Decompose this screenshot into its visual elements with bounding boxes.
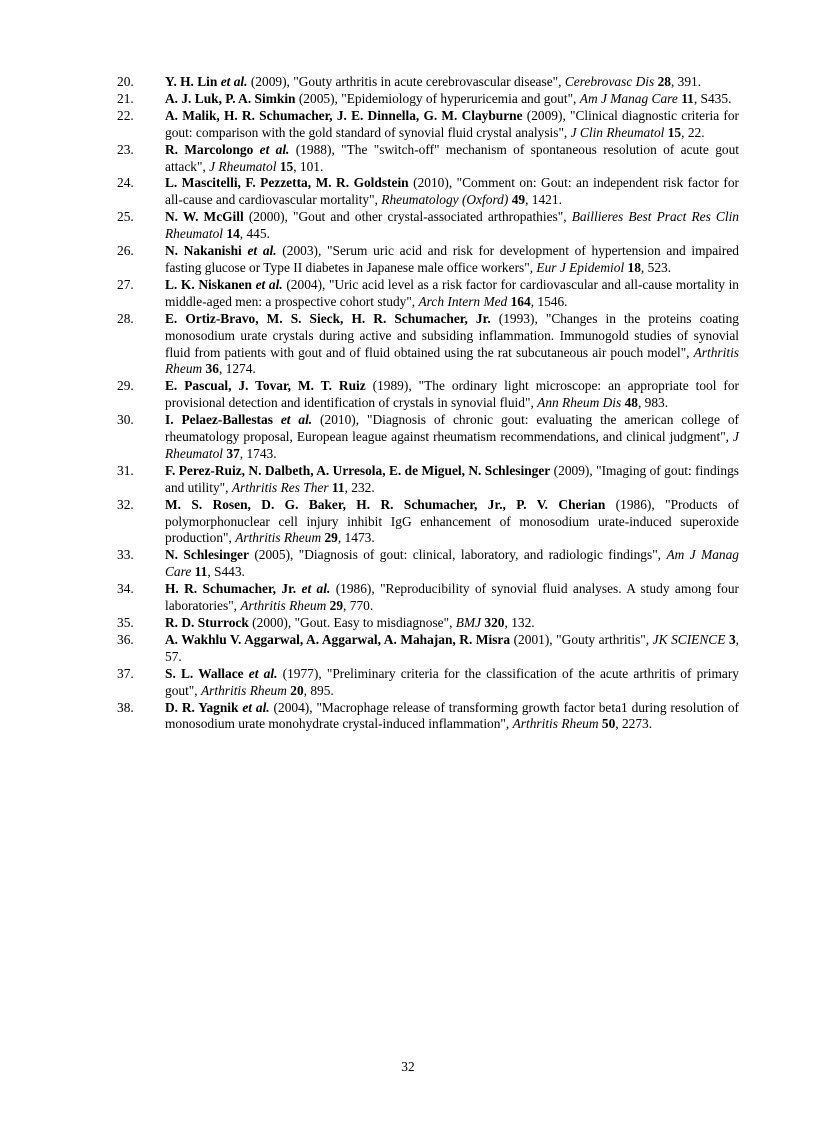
reference-journal: JK SCIENCE bbox=[652, 631, 726, 647]
reference-authors: I. Pelaez-Ballestas bbox=[165, 412, 273, 428]
reference-item bbox=[117, 632, 739, 666]
reference-pages: , S443. bbox=[207, 564, 245, 580]
reference-pages: , 1274. bbox=[218, 361, 256, 377]
reference-number: 20. bbox=[117, 74, 134, 89]
reference-pages: , 1473. bbox=[337, 530, 375, 546]
reference-journal: J Rheumatol bbox=[209, 158, 277, 174]
reference-volume: 11 bbox=[681, 90, 694, 106]
et-al-wrapper bbox=[247, 243, 276, 258]
reference-authors: A. Wakhlu V. Aggarwal, A. Aggarwal, A. Mahajan, R. Misra bbox=[165, 631, 511, 647]
reference-et-al: et al. bbox=[220, 74, 248, 89]
reference-number: 23. bbox=[117, 141, 134, 157]
reference-pages: , S435. bbox=[693, 90, 732, 106]
reference-journal: Arthritis Rheum bbox=[512, 716, 599, 732]
reference-year-title: (2009), "Clinical diagnostic criteria for gout: comparison with the gold standard of synovial fluid crystal analysis", bbox=[165, 107, 739, 140]
et-al-wrapper bbox=[260, 142, 290, 157]
reference-authors: R. D. Sturrock bbox=[165, 615, 249, 630]
reference-pages: , 232. bbox=[344, 479, 375, 495]
reference-journal: Baillieres Best Pract Res Clin Rheumatol bbox=[165, 209, 739, 242]
reference-item bbox=[117, 463, 739, 497]
reference-year-title: (1977), "Preliminary criteria for the classification of the acute arthritis of primary gout", bbox=[165, 665, 739, 698]
reference-authors: Y. H. Lin bbox=[165, 74, 218, 89]
reference-year-title: (2009), "Imaging of gout: findings and utility", bbox=[165, 462, 739, 495]
reference-number: 31. bbox=[117, 462, 134, 478]
reference-volume: 37 bbox=[226, 445, 240, 461]
reference-number: 32. bbox=[117, 496, 134, 512]
reference-year-title: (1993), "Changes in the proteins coating monosodium urate crystals during active and subsiding inflammation. Immunogold studies of synovial fluid from patients with gout and of fluid obtained using the rat subcutaneous air pouch model", bbox=[165, 310, 739, 360]
reference-journal: Arthritis Rheum bbox=[165, 344, 739, 377]
et-al-wrapper bbox=[256, 277, 283, 292]
reference-journal: Am J Manag Care bbox=[165, 547, 740, 580]
reference-item bbox=[117, 378, 739, 412]
reference-pages: , 22. bbox=[681, 124, 705, 140]
reference-authors: L. Mascitelli, F. Pezzetta, M. R. Goldstein bbox=[165, 175, 409, 191]
reference-item bbox=[117, 412, 739, 463]
reference-item bbox=[117, 581, 739, 615]
reference-authors: N. Schlesinger bbox=[165, 547, 249, 563]
reference-pages: , 2273. bbox=[615, 716, 653, 732]
reference-item bbox=[117, 74, 739, 91]
reference-et-al: et al. bbox=[280, 412, 313, 428]
reference-year-title: (1989), "The ordinary light microscope: an appropriate tool for provisional detection and identification of crystals in synovial fluid", bbox=[165, 378, 739, 411]
reference-item bbox=[117, 91, 739, 108]
reference-authors: A. J. Luk, P. A. Simkin bbox=[165, 90, 296, 106]
reference-year-title: (2003), "Serum uric acid and risk for development of hypertension and impaired fasting glucose or Type II diabetes in Japanese male office workers", bbox=[165, 243, 739, 275]
reference-number: 28. bbox=[117, 310, 134, 326]
reference-journal: Arch Intern Med bbox=[418, 293, 508, 309]
reference-volume: 50 bbox=[601, 716, 616, 732]
reference-pages: , 983. bbox=[637, 395, 669, 411]
reference-pages: , 1743. bbox=[239, 445, 277, 461]
reference-volume: 29 bbox=[329, 598, 344, 614]
reference-pages: , 391. bbox=[670, 74, 702, 89]
reference-pages: , 1546. bbox=[530, 293, 568, 309]
reference-year-title: (2004), "Macrophage release of transforming growth factor beta1 during resolution of monosodium urate monohydrate crystal-induced inflammation", bbox=[165, 699, 739, 732]
reference-volume: 20 bbox=[290, 682, 304, 698]
reference-number: 38. bbox=[117, 699, 134, 715]
reference-et-al: et al. bbox=[248, 665, 278, 681]
reference-et-al: et al. bbox=[247, 243, 277, 259]
reference-volume: 29 bbox=[324, 530, 338, 546]
reference-volume: 11 bbox=[331, 479, 345, 495]
reference-volume: 14 bbox=[226, 226, 240, 242]
et-al-wrapper bbox=[242, 700, 269, 715]
reference-year-title: (1986), "Reproducibility of synovial fluid analyses. A study among four laboratories", bbox=[165, 581, 739, 614]
reference-journal: J Clin Rheumatol bbox=[570, 124, 665, 140]
reference-volume: 15 bbox=[279, 158, 294, 174]
reference-number: 35. bbox=[117, 615, 134, 630]
reference-number: 27. bbox=[117, 276, 134, 292]
reference-journal: Am J Manag Care bbox=[579, 90, 678, 106]
reference-journal: BMJ bbox=[455, 615, 482, 630]
reference-year-title: (2001), "Gouty arthritis", bbox=[510, 631, 653, 647]
reference-pages: , 132. bbox=[504, 615, 535, 630]
reference-year-title: (1986), "Products of polymorphonuclear cell injury inhibit IgG enhancement of monosodium urate-induced superoxide production", bbox=[165, 496, 739, 546]
reference-number: 21. bbox=[117, 90, 134, 106]
reference-authors: N. Nakanishi bbox=[165, 243, 242, 259]
reference-year-title: (2005), "Epidemiology of hyperuricemia and gout", bbox=[295, 90, 580, 106]
reference-journal: Ann Rheum Dis bbox=[537, 395, 622, 411]
reference-item bbox=[117, 615, 739, 632]
reference-authors: M. S. Rosen, D. G. Baker, H. R. Schumacher, Jr., P. V. Cherian bbox=[165, 496, 606, 512]
reference-year-title: (2000), "Gout. Easy to misdiagnose", bbox=[248, 615, 456, 630]
reference-authors: S. L. Wallace bbox=[165, 665, 244, 681]
reference-volume: 15 bbox=[667, 124, 682, 140]
reference-authors: R. Marcolongo bbox=[165, 141, 254, 157]
reference-volume: 36 bbox=[205, 361, 219, 377]
reference-pages: , 445. bbox=[239, 226, 270, 242]
reference-authors: F. Perez-Ruiz, N. Dalbeth, A. Urresola, E. de Miguel, N. Schlesinger bbox=[165, 462, 551, 478]
reference-authors: L. K. Niskanen bbox=[165, 276, 252, 292]
reference-authors: E. Ortiz-Bravo, M. S. Sieck, H. R. Schumacher, Jr. bbox=[165, 310, 491, 326]
reference-number: 22. bbox=[117, 107, 134, 123]
reference-volume: 320 bbox=[484, 615, 505, 630]
reference-volume: 164 bbox=[510, 293, 531, 309]
reference-year-title: (1988), "The "switch-off" mechanism of spontaneous resolution of acute gout attack", bbox=[165, 141, 739, 174]
reference-item bbox=[117, 547, 739, 581]
et-al-wrapper bbox=[302, 581, 331, 596]
reference-number: 29. bbox=[117, 378, 134, 394]
reference-authors: N. W. McGill bbox=[165, 209, 244, 225]
reference-volume: 28 bbox=[657, 74, 671, 89]
reference-volume: 18 bbox=[627, 259, 641, 275]
reference-number: 26. bbox=[117, 243, 134, 259]
reference-volume: 49 bbox=[511, 192, 526, 208]
reference-list bbox=[117, 74, 739, 733]
reference-year-title: (2005), "Diagnosis of gout: clinical, laboratory, and radiologic findings", bbox=[248, 547, 667, 563]
reference-item bbox=[117, 497, 739, 548]
reference-et-al: et al. bbox=[242, 699, 270, 715]
reference-number: 24. bbox=[117, 175, 134, 191]
reference-et-al: et al. bbox=[255, 276, 283, 292]
reference-year-title: (2000), "Gout and other crystal-associated arthropathies", bbox=[243, 209, 572, 225]
reference-number: 25. bbox=[117, 209, 134, 225]
reference-year-title: (2009), "Gouty arthritis in acute cerebrovascular disease", bbox=[247, 74, 565, 89]
reference-et-al: et al. bbox=[301, 581, 331, 597]
reference-item bbox=[117, 666, 739, 700]
reference-journal: Rheumatology (Oxford) bbox=[381, 192, 509, 208]
reference-year-title: (2010), "Comment on: Gout: an independent risk factor for all-cause and cardiovascular mortality", bbox=[165, 175, 739, 208]
reference-item bbox=[117, 243, 739, 277]
reference-pages: , 57. bbox=[165, 631, 739, 664]
reference-pages: , 770. bbox=[343, 598, 374, 614]
reference-journal: J Rheumatol bbox=[165, 429, 739, 461]
reference-year-title: (2010), "Diagnosis of chronic gout: evaluating the american college of rheumatology proposal, European league against rheumatism recommendations, and clinical judgment", bbox=[165, 412, 739, 445]
reference-authors: E. Pascual, J. Tovar, M. T. Ruiz bbox=[165, 378, 366, 394]
reference-pages: , 523. bbox=[640, 259, 672, 275]
reference-journal: Arthritis Rheum bbox=[235, 530, 322, 546]
reference-item bbox=[117, 311, 739, 379]
reference-pages: , 1421. bbox=[525, 192, 562, 208]
reference-journal: Eur J Epidemiol bbox=[536, 259, 625, 275]
reference-authors: H. R. Schumacher, Jr. bbox=[165, 581, 297, 597]
et-al-wrapper bbox=[221, 74, 248, 89]
reference-item bbox=[117, 108, 739, 142]
reference-journal: Cerebrovasc Dis bbox=[564, 74, 655, 89]
reference-pages: , 101. bbox=[293, 158, 324, 174]
reference-et-al: et al. bbox=[259, 141, 290, 157]
page-number: 32 bbox=[401, 1059, 415, 1074]
reference-volume: 3 bbox=[728, 631, 736, 647]
reference-number: 37. bbox=[117, 665, 134, 681]
reference-item bbox=[117, 700, 739, 734]
et-al-wrapper bbox=[249, 666, 278, 681]
reference-journal: Arthritis Rheum bbox=[200, 682, 287, 698]
reference-journal: Arthritis Rheum bbox=[240, 598, 327, 614]
reference-item bbox=[117, 175, 739, 209]
reference-item bbox=[117, 209, 739, 243]
reference-journal: Arthritis Res Ther bbox=[231, 479, 329, 495]
reference-number: 30. bbox=[117, 412, 134, 428]
reference-authors: D. R. Yagnik bbox=[165, 699, 239, 715]
reference-year-title: (2004), "Uric acid level as a risk factor for cardiovascular and all-cause mortality in middle-aged men: a prospective cohort study", bbox=[165, 276, 739, 309]
reference-volume: 48 bbox=[624, 395, 638, 411]
reference-number: 34. bbox=[117, 581, 134, 597]
et-al-wrapper bbox=[281, 412, 312, 427]
reference-number: 36. bbox=[117, 631, 134, 647]
reference-authors: A. Malik, H. R. Schumacher, J. E. Dinnella, G. M. Clayburne bbox=[165, 107, 523, 123]
reference-number: 33. bbox=[117, 547, 134, 563]
reference-volume: 11 bbox=[194, 564, 208, 580]
reference-item bbox=[117, 142, 739, 176]
reference-item bbox=[117, 277, 739, 311]
reference-pages: , 895. bbox=[303, 682, 334, 698]
